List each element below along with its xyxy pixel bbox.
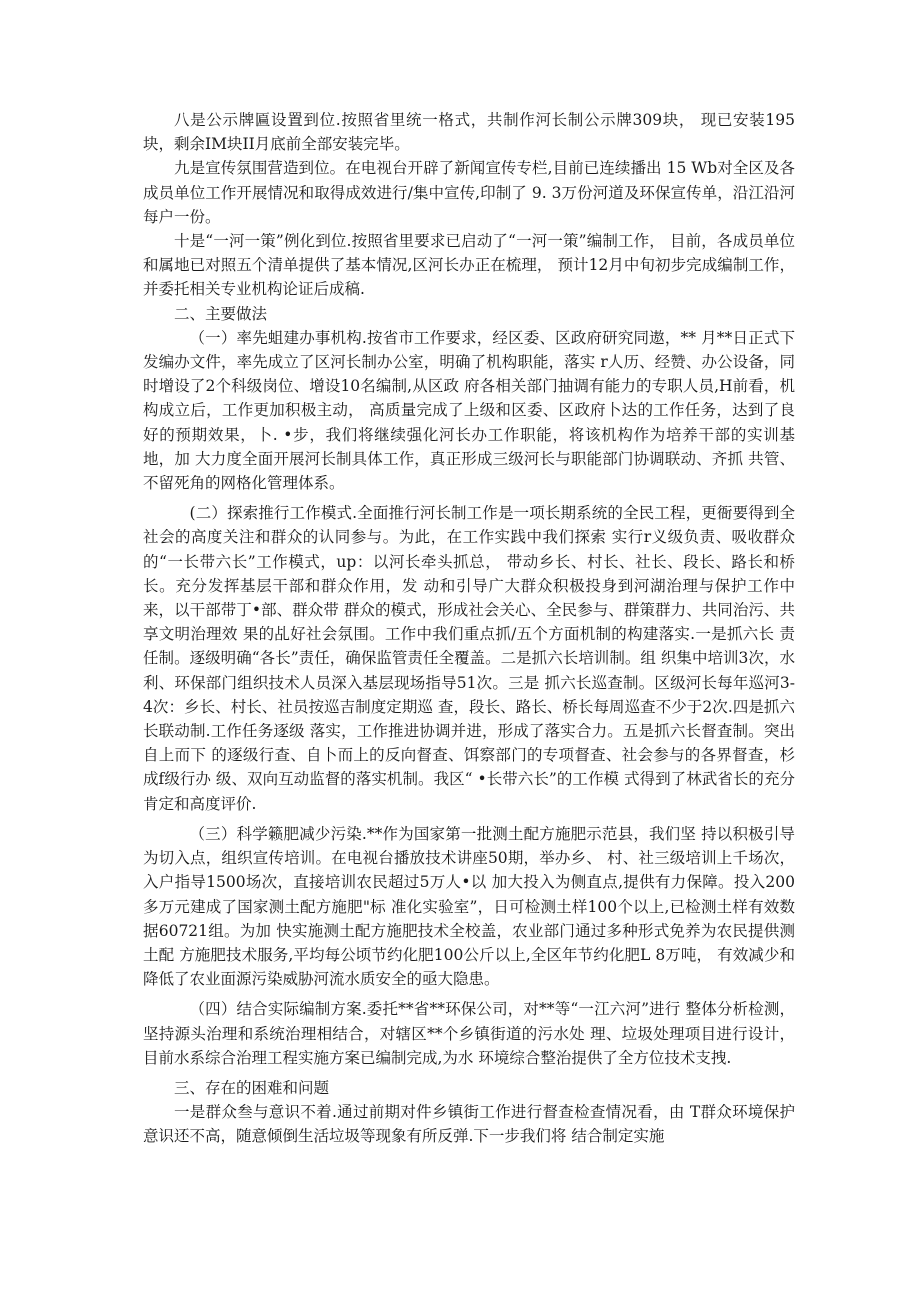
paragraph-fertilizer: （三）科学籁肥减少污染.**作为国家第一批测土配方施肥示范县，我们坚 持以积极引导为切入点，组织宣传培训。在电视台播放技术讲座50期，举办乡、 村、社三级培训上千场次，入户指导1500场次，直接培训农民超过5万人•以 加大投入为侧直点,提供有力保障。投入200多万元建成了国家测土配方施肥"标 准化实验室”，日可检测土样100个以上,已检测土样有效数据60721组。为加 快实施测土配方施肥技术全校盖，农业部门通过多种形式免养为农民提供测土配 方施肥技术服务,平均每公顷节约化肥100公斤以上,全区年节约化肥L 8万吨， 有效减少和降低了农业面源污染威胁河流水质安全的亟大隐患。 [143, 824, 795, 989]
paragraph-signboards: 八是公示牌匾设置到位.按照省里统一格式，共制作河长制公示牌309块， 现已安装195块，剩余IM块II月底前全部安装完毕。 [143, 111, 795, 154]
paragraph-one-river-one-policy: 十是“一河一策”例化到位.按照省里要求已启动了“一河一策”编制工作， 目前，各成员单位和属地已对照五个清单提供了基本情况,区河长办正在梳理， 预计12月中旬初步完成编制工作，并委托相关专业机构论证后成稿. [143, 232, 795, 299]
section-heading-main-practices: 二、主要做法 [174, 304, 268, 323]
paragraph-office-setup: （一）率先蛆建办事机构.按省市工作要求，经区委、区政府研究同遨，** 月**日正式下发编办文件，率先成立了区河长制办公室，明确了机构职能，落实 r人历、经赞、办公设备，同时增设了2个科级岗位、增设10名编制,从区政 府各相关部门抽调有能力的专职人员,H前看，机构成立后，工作更加积极主动， 高质量完成了上级和区委、区政府卜达的工作任务，达到了良好的预期效果，卜. •步，我们将继续强化河长办工作职能，将该机构作为培养干部的实训基地，加 大力度全面开展河长制具体工作，真正形成三级河长与职能部门协调联动、齐抓 共管、不留死角的网格化管理体系。 [143, 328, 795, 493]
section-heading-difficulties: 三、存在的困难和问题 [174, 1078, 330, 1097]
paragraph-public-awareness: 一是群众叁与意识不着.通过前期对件乡镇街工作进行督查检查情况看，由 T群众环境保护意识还不高，随意倾倒生活垃圾等现象有所反弹.下一步我们将 结合制定实施 [143, 1103, 795, 1146]
document-page [143, 108, 795, 1149]
paragraph-work-mode: (二）探索推行工作模式.全面推行河长制工作是一项长期系统的全民工程，更衙要得到全社会的高度关注和群众的认同参与。为此，在工作实践中我们探索 实行r义级负责、吸收群众的“一长带六长”工作模式，up：以河长牵头抓总， 带动乡长、村长、社长、段长、路长和桥长。充分发挥基层干部和群众作用，发 动和引导广大群众积极投身到河湖治理与保护工作中来，以干部带丁•部、群众带 群众的模式，形成社会关心、全民参与、群策群力、共同治污、共享文明治理效 果的乩好社会氛围。工作中我们重点抓/五个方面机制的构建落实.一是抓六长 责任制。逐级明确“各长”责任，确保监管责任全覆盖。二是抓六长培训制。组 织集中培训3次，水利、环保部门组织技术人员深入基层现场指导51次。三是 抓六长巡查制。区级河长每年巡河3-4次：乡长、村长、社员按巡吉制度定期巡 查，段长、路长、桥长每周巡查不少于2次.四是抓六长联动制.工作任务逐级 落实，工作推进协调并进，形成了落实合力。五是抓六长督査制。突出自上而下 的逐级行查、自卜而上的反向督查、饵察部门的专项督查、社会参与的各界督查，杉成f级行办 级、双向互动监督的落实机制。我区“ •长带六长”的工作模 式得到了林武省长的充分肯定和高度评价. [143, 504, 795, 813]
paragraph-publicity: 九是宣传氛围营造到位。在电视台开辟了新闻宣传专栏,目前已连续播出 15 Wb对全区及各成员单位工作开展情况和取得成效进行/集中宣传,印制了 9. 3万份河道及环保宣传单，沿江沿河每户一份。 [143, 159, 795, 226]
paragraph-plan: （四）结合实际编制方案.委托**省**环保公司，对**等“一江六河”进行 整体分析检测，坚持源头治理和系统治理相结合，对辖区**个乡镇街道的污水处 理、垃圾处理项目进行设计，目前水系综合治理工程实施方案已编制完成,为水 环境综合整治提供了全方位技术支拽. [143, 1000, 795, 1067]
